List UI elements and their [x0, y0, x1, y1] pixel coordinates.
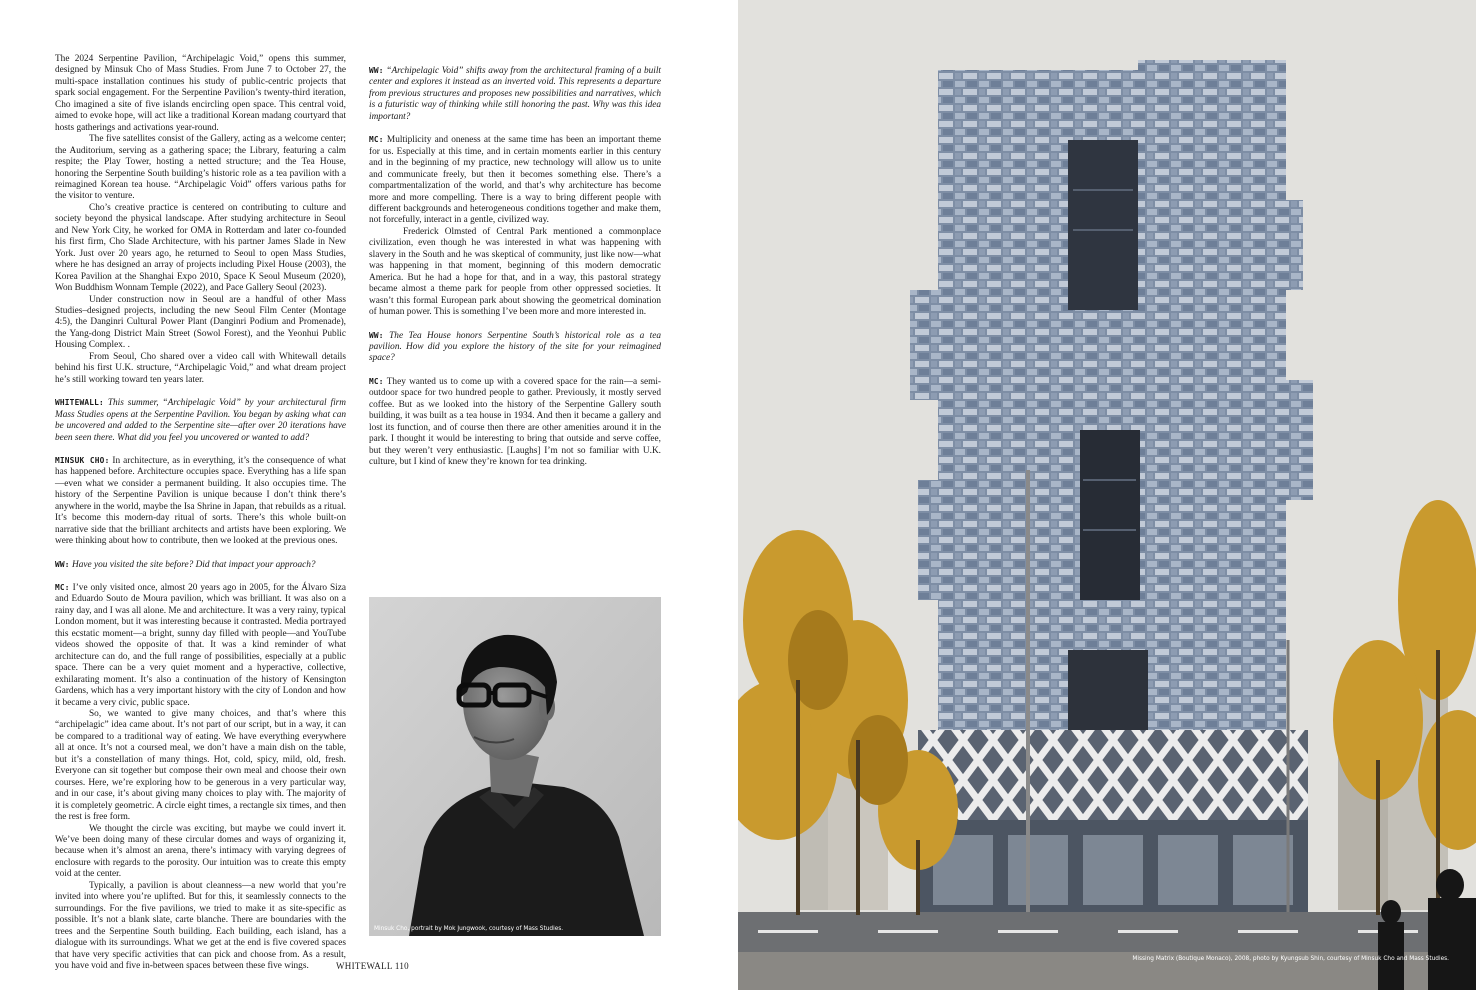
intro-paragraph-5: From Seoul, Cho shared over a video call with Whitewall details behind his first U.K. structure, “Archipelagic Void,” and what dream project he’s still working toward ten years later. — [55, 351, 346, 385]
answer-3-paragraph-2: Frederick Olmsted of Central Park mentioned a commonplace civilization, even though he was interested in what was happening with slavery in the South and he was skeptical of community, just like now—what was happening in that moment, beginning of this modern democratic America. But he had a hope for that, and in a way, this pastoral strategy became almost a theme park for people from other oppressed societies. It wasn’t this formal European park about showing the geometrical domination of human power. This is something I’ve been more and more interested in. — [369, 226, 661, 318]
answer-text: In architecture, as in everything, it’s the consequence of what has happened before. Architecture occupies space. Everything has a life span—even what we consider a permanent building. It also occupies time. The history of the Serpentine Pavilion is unique because I don’t think there’s anywhere in the world, maybe the Isa Shrine in Japan, that rebuilds as a ritual. It’s become this modern-day ritual of sorts. There’s this whole built-on narrative side that the brilliant architects and artists have been exploring. We were thinking about how to contribute, then we looked at the previous ones. — [55, 455, 346, 547]
page-folio: WHITEWALL 110 — [336, 961, 409, 971]
answer-2-paragraph-4: Typically, a pavilion is about cleanness—a new world that you’re invited into where you’re uplifted. But for this, it seamlessly connects to the surroundings. For the five pavilions, we tried to make it as site-specific as possible. It’s not a blank slate, carte blanche. There are boundaries with the trees and the Serpentine South building. Each building, each island, has a dialogue with its surroundings. What we get at the end is five covered spaces that have very specific activities that can pick and choose from. As a result, you have void and five in-between spaces between these five wings. — [55, 880, 346, 971]
answer-text: They wanted us to come up with a covered space for the rain—a semi-outdoor space for two hundred people to gather. Previously, it mostly served coffee. But as we looked into the history of the Serpentine Gallery south building, it was built as a tea house in 1934. And then it became a gallery and lost its function, and of course then there are other amenities around it in the park. I thought it would be interesting to bring that outside and serve coffee, but they weren’t very enthusiastic. [Laughs] I’m not so familiar with U.K. culture, but I kind of knew they’re known for tea drinking. — [369, 376, 662, 468]
question-text: Have you visited the site before? Did that impact your approach? — [72, 559, 316, 570]
question-text: This summer, “Archipelagic Void” by your architectural firm Mass Studies opens at the Serpentine Pavilion. You began by asking what can be uncovered and added to the Serpentine site—after over 20 iterations have been seen there. What did you feel you uncovered or wanted to add? — [55, 398, 346, 443]
architecture-photo — [738, 0, 1476, 990]
photo-caption: Missing Matrix (Boutique Monaco), 2008, photo by Kyungsub Shin, courtesy of Minsuk Cho and Mass Studies. — [1132, 956, 1449, 962]
portrait-caption: Minsuk Cho, portrait by Mok Jungwook, courtesy of Mass Studies. — [374, 926, 564, 932]
intro-paragraph-1: The 2024 Serpentine Pavilion, “Archipelagic Void,” opens this summer, designed by Minsuk Cho of Mass Studies. From June 7 to October 27, the multi-space installation continues his study of public-centric projects that spark social engagement. For the Serpentine Pavilion’s twenty-third iteration, Cho imagined a site of five islands encircling open space. This central void, aimed to evoke hope, will act like a traditional Korean madang courtyard that hosts gatherings and activations year-round. — [55, 54, 346, 133]
intro-paragraph-4: Under construction now in Seoul are a handful of other Mass Studies–designed projects, including the new Seoul Film Center (Montage 4:5), the Danginri Cultural Power Plant (Danginri Podium and Promenade), the Yang-dong District Main Street (Sowol Forest), and the Yeonhui Public Housing Complex. . — [55, 294, 346, 351]
question-1 — [55, 397, 346, 444]
speaker-label: MC: — [55, 583, 70, 593]
answer-3 — [369, 134, 661, 227]
speaker-label: WW: — [369, 330, 384, 340]
portrait-photo — [369, 597, 661, 936]
speaker-label: MC: — [369, 376, 384, 386]
question-4 — [369, 330, 661, 365]
answer-1 — [55, 455, 346, 548]
answer-4 — [369, 376, 661, 469]
speaker-label: MINSUK CHO: — [55, 455, 110, 465]
question-text: The Tea House honors Serpentine South’s historical role as a tea pavilion. How did you explore the history of the site for your reimagined space? — [369, 330, 662, 364]
building-illustration — [738, 0, 1476, 990]
answer-text: I’ve only visited once, almost 20 years ago in 2005, for the Álvaro Siza and Eduardo Souto de Moura pavilion, which was brilliant. It was also on a rainy day, and I was all alone. Me and architecture. It was a very rainy, typical London moment, but it was interesting because it contrasted. Media portrayed this ecstatic moment—a bright, sunny day filled with people—and YouTube videos showed the opposite of that. It was a kind reminder of what architecture can do, and the full range of possibilities, especially at a public space. There can be a very quiet moment and a hyperactive, collective, exhilarating moment. It’s also a continuation of the history of Kensington Gardens, which has a very important history with the city of London and how it became a very civic, public space. — [55, 583, 346, 708]
answer-text: Multiplicity and oneness at the same time has been an important theme for us. Especially at this time, and in certain moments earlier in this century and in the beginning of my practice, new technology will allow us to unite and communicate freely, but then it becomes something else. There’s a compartmentalization of the world, and that’s why architecture has become more and more compelling. There is a way to bring different people with different backgrounds and heterogeneous conditions together and make them, not forcefully, interact in a gentle, civilized way. — [369, 135, 661, 226]
speaker-label: WW: — [55, 559, 70, 569]
intro-paragraph-3: Cho’s creative practice is centered on contributing to culture and society beyond the physical landscape. After studying architecture in Seoul and New York City, he worked for OMA in Rotterdam and later co-founded his first firm, Cho Slade Architecture, with his partner James Slade in New York. Just over 20 years ago, he returned to Seoul to open Mass Studies, where he has designed an array of projects including Pixel House (2003), the Korea Pavilion at the Shanghai Expo 2010, Space K Seoul Museum (2020), Won Buddhism Wonnam Temple (2022), and Pace Gallery Seoul (2023). — [55, 202, 346, 294]
question-text: “Archipelagic Void” shifts away from the architectural framing of a built center and explores it instead as an inverted void. This represents a departure from previous structures and proposes new possibilities and narratives, which is a futuristic way of thinking while still honoring the past. Why was this idea important? — [369, 66, 662, 122]
speaker-label: WHITEWALL: — [55, 398, 104, 408]
answer-2 — [55, 582, 346, 709]
answer-2-paragraph-3: We thought the circle was exciting, but maybe we could invert it. We’ve been doing many of these circular domes and ways of organizing it, because when it’s almost an arena, there’s intimacy with varying degrees of enclosure with regards to the porosity. Our intuition was to create this empty void at the center. — [55, 823, 346, 880]
speaker-label: MC: — [369, 135, 384, 145]
intro-paragraph-2: The five satellites consist of the Gallery, acting as a welcome center; the Auditorium, serving as a gathering space; the Library, featuring a calm respite; the Play Tower, hosting a netted structure; and the Tea House, honoring the Serpentine South building’s historic role as a tea pavilion with a reimagined Korean tea house. “Archipelagic Void” offers various paths for the visitor to venture. — [55, 134, 346, 202]
speaker-label: WW: — [369, 66, 384, 75]
question-3 — [369, 65, 661, 123]
article-column-right — [369, 54, 661, 469]
article-column-left — [55, 54, 346, 972]
question-2 — [55, 559, 346, 571]
answer-2-paragraph-2: So, we wanted to give many choices, and that’s where this “archipelagic” idea came about. It’s not part of our script, but in a way, it can be compared to a traditional way of eating. We have everything everywhere all at once. It’s not a coursed meal, we don’t have a main dish on the table, but it’s a constellation of many things. Hot, cold, spicy, mild, old, fresh. Everyone can sit together but compose their own meal and choose their own courses. Here, we’re exploring how to be generous in a very particular way, and in our case, it’s about giving many choices to play with. The majority of it is completely geometric. A circle eight times, a rectangle six times, and then the rest is free form. — [55, 709, 346, 823]
portrait-illustration — [369, 597, 661, 936]
